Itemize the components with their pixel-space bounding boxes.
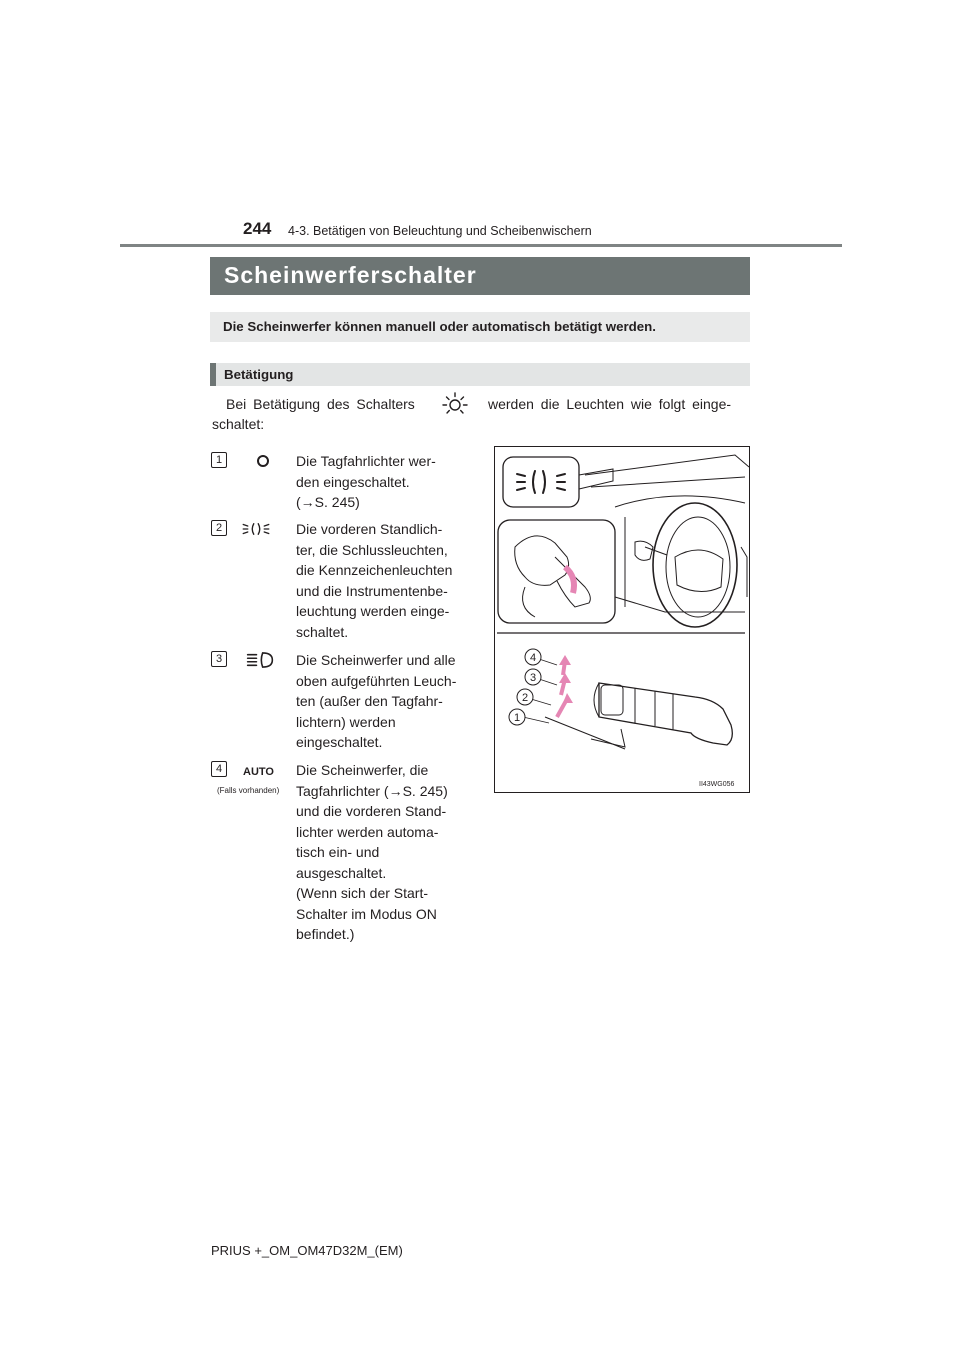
section-title: Betätigung — [224, 367, 294, 382]
title-bar — [210, 257, 750, 295]
item-line: Die Scheinwerfer und alle — [296, 652, 456, 668]
item-line: eingeschaltet. — [296, 734, 383, 750]
item-line: (Wenn sich der Start- — [296, 885, 429, 901]
chapter-heading: 4-3. Betätigen von Beleuchtung und Scheibenwischern — [288, 224, 592, 238]
item-text-2 — [296, 519, 472, 642]
headlight-switch-icon — [439, 390, 471, 418]
summary-box — [210, 312, 750, 342]
auto-icon: AUTO — [243, 766, 274, 778]
intro-text-part1: Bei Betätigung des Schalters — [226, 396, 415, 412]
availability-note: (Falls vorhanden) — [217, 786, 280, 795]
item-line: schaltet. — [296, 623, 349, 640]
item-line: ausgeschaltet. — [296, 864, 387, 881]
footer-code: PRIUS +_OM_OM47D32M_(EM) — [211, 1243, 403, 1258]
section-marker — [210, 363, 216, 386]
headlight-switch-illustration — [494, 446, 750, 793]
item-line: befindet.) — [296, 926, 355, 942]
item-line: den eingeschaltet. — [296, 473, 410, 490]
section-heading — [210, 363, 750, 386]
item-line: tisch ein- und — [296, 844, 380, 860]
parking-light-icon — [241, 518, 271, 540]
item-line: Die vorderen Standlich- — [296, 521, 443, 537]
item-line-word: lichtern) werden — [296, 713, 396, 730]
item-line: und die vorderen Stand- — [296, 803, 447, 819]
item-text-3 — [296, 650, 472, 753]
item-line: und die Instrumentenbe- — [296, 582, 448, 599]
item-line: die Kennzeichenleuchten — [296, 562, 453, 578]
item-number-4: 4 — [211, 761, 227, 777]
item-number-3: 3 — [211, 651, 227, 667]
item-line: Tagfahrlichter (→S. 245) — [296, 782, 448, 799]
header-rule — [120, 244, 842, 247]
callout-4: 4 — [529, 652, 537, 664]
item-line: (→S. 245) — [296, 494, 360, 510]
item-line: Die Scheinwerfer, die — [296, 762, 429, 778]
callout-3: 3 — [529, 672, 537, 684]
item-line — [296, 712, 472, 733]
drl-icon — [248, 450, 278, 472]
intro-text-part2: werden die Leuchten wie folgt einge- — [488, 396, 732, 412]
headlight-icon — [245, 649, 275, 671]
item-line: leuchtung werden einge- — [296, 603, 450, 619]
item-text-1 — [296, 451, 472, 513]
item-line: ter, die Schlussleuchten, — [296, 541, 448, 558]
figure-code: II43WG056 — [699, 781, 735, 788]
item-number-2: 2 — [211, 520, 227, 536]
item-line: oben aufgeführten Leuch- — [296, 672, 457, 689]
callout-1: 1 — [513, 712, 521, 724]
item-line: Schalter im Modus ON — [296, 905, 437, 922]
illustration-drawing — [495, 447, 751, 794]
page-number: 244 — [243, 219, 272, 238]
page-title: Scheinwerferschalter — [224, 262, 477, 288]
item-line: ten (außer den Tagfahr- — [296, 693, 443, 709]
item-line: Die Tagfahrlichter wer- — [296, 453, 436, 469]
callout-2: 2 — [521, 692, 529, 704]
item-line: lichter werden automa- — [296, 823, 439, 840]
summary-text: Die Scheinwerfer können manuell oder automatisch betätigt werden. — [223, 319, 656, 334]
item-number-1: 1 — [211, 452, 227, 468]
item-text-4 — [296, 760, 472, 945]
intro-text-part3: schaltet: — [212, 416, 265, 432]
